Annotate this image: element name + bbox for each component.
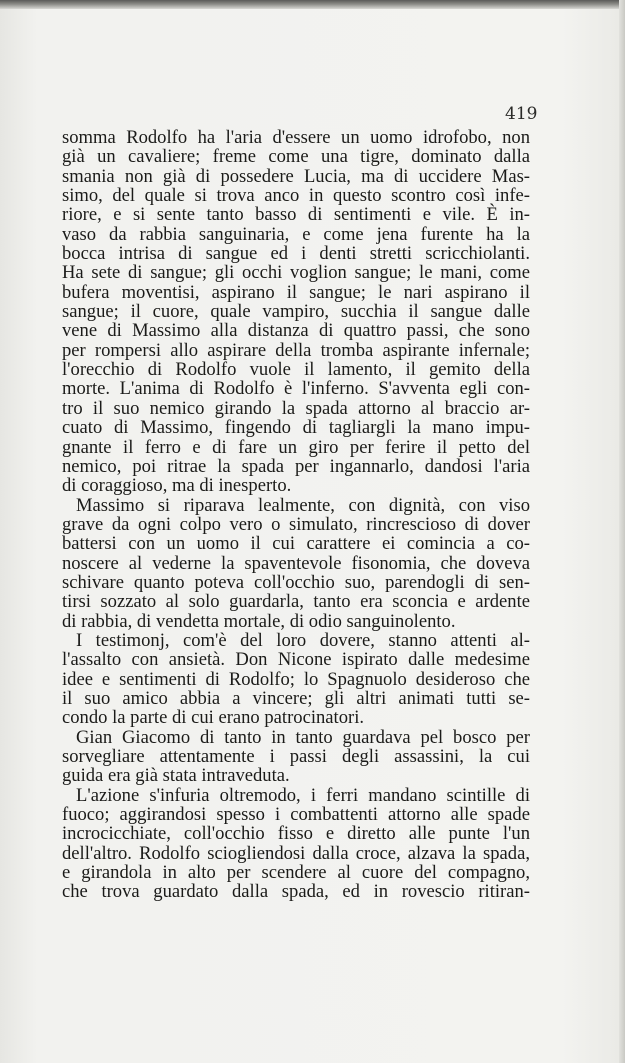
text-line: nemico, poi ritrae la spada per ingannarlo, dandosi l'aria — [62, 455, 530, 477]
text-line: schivare quanto poteva coll'occhio suo, parendogli di sen- — [62, 571, 530, 593]
text-line: dell'altro. Rodolfo sciogliendosi dalla croce, alzava la spada, — [62, 842, 530, 864]
text-line: condo la parte di cui erano patrocinatori. — [62, 707, 365, 729]
page-right-edge — [619, 0, 625, 1063]
text-line: che trova guardato dalla spada, ed in rovescio ritiran- — [62, 881, 530, 903]
text-line: grave da ogni colpo vero o simulato, rincrescioso di dover — [62, 513, 530, 535]
text-line: di rabbia, di vendetta mortale, di odio sanguinolento. — [62, 610, 456, 632]
page-number: 419 — [505, 104, 538, 124]
text-line: fuoco; aggirandosi spesso i combattenti attorno alle spade — [62, 804, 530, 826]
text-line: riore, e si sente tanto basso di sentimenti e vile. È in- — [62, 204, 530, 226]
text-line: vaso da rabbia sanguinaria, e come jena furente ha la — [62, 223, 530, 245]
text-line: Massimo si riparava lealmente, con dignità, con viso — [76, 494, 530, 516]
text-line: l'orecchio di Rodolfo vuole il lamento, il gemito della — [62, 359, 530, 381]
text-line: l'assalto con ansietà. Don Nicone ispirato dalle medesime — [62, 649, 530, 671]
text-line: incrocicchiate, coll'occhio fisso e diretto alle punte l'un — [62, 823, 530, 845]
text-line: simo, del quale si trova anco in questo scontro così infe- — [62, 185, 530, 207]
text-line: morte. L'anima di Rodolfo è l'inferno. S'avventa egli con- — [62, 378, 530, 400]
text-line: battersi con un uomo il cui carattere ei comincia a co- — [62, 533, 530, 555]
text-line: Ha sete di sangue; gli occhi voglion sangue; le mani, come — [62, 262, 530, 284]
text-line: gnante il ferro e di fare un giro per ferire il petto del — [62, 436, 530, 458]
text-line: guida era già stata intraveduta. — [62, 765, 290, 787]
text-line: cuato di Massimo, fingendo di tagliargli la mano impu- — [62, 417, 530, 439]
text-line: tro il suo nemico girando la spada attorno al braccio ar- — [62, 397, 530, 419]
text-line: bufera moventisi, aspirano il sangue; le nari aspirano il — [62, 281, 530, 303]
text-line: Gian Giacomo di tanto in tanto guardava pel bosco per — [76, 726, 530, 748]
page-top-edge — [0, 0, 625, 9]
text-line: vene di Massimo alla distanza di quattro passi, che sono — [62, 320, 530, 342]
text-line: idee e sentimenti di Rodolfo; lo Spagnuolo desideroso che — [62, 668, 530, 690]
text-line: sangue; il cuore, quale vampiro, succhia il sangue dalle — [62, 301, 530, 323]
text-line: L'azione s'infuria oltremodo, i ferri mandano scintille di — [76, 784, 530, 806]
text-line: bocca intrisa di sangue ed i denti stretti scricchiolanti. — [62, 243, 530, 265]
body-text — [62, 128, 530, 902]
text-line: I testimonj, com'è del loro dovere, stanno attenti al- — [76, 629, 530, 651]
text-line: sorvegliare attentamente i passi degli assassini, la cui — [62, 746, 530, 767]
text-line: somma Rodolfo ha l'aria d'essere un uomo idrofobo, non — [62, 127, 530, 148]
text-line: di coraggioso, ma di inesperto. — [62, 475, 292, 497]
text-line: tirsi sozzato al solo guardarla, tanto era sconcia e ardente — [62, 591, 530, 613]
text-line: già un cavaliere; freme come una tigre, dominato dalla — [62, 146, 530, 168]
text-line: smania non già di possedere Lucia, ma di uccidere Mas- — [62, 165, 530, 187]
text-line: noscere al vederne la spaventevole fisonomia, che doveva — [62, 552, 530, 574]
text-line: il suo amico abbia a vincere; gli altri animati tutti se- — [62, 687, 530, 709]
text-line: per rompersi allo aspirare della tromba aspirante infernale; — [62, 339, 530, 361]
text-line: e girandola in alto per scendere al cuore del compagno, — [62, 862, 530, 884]
